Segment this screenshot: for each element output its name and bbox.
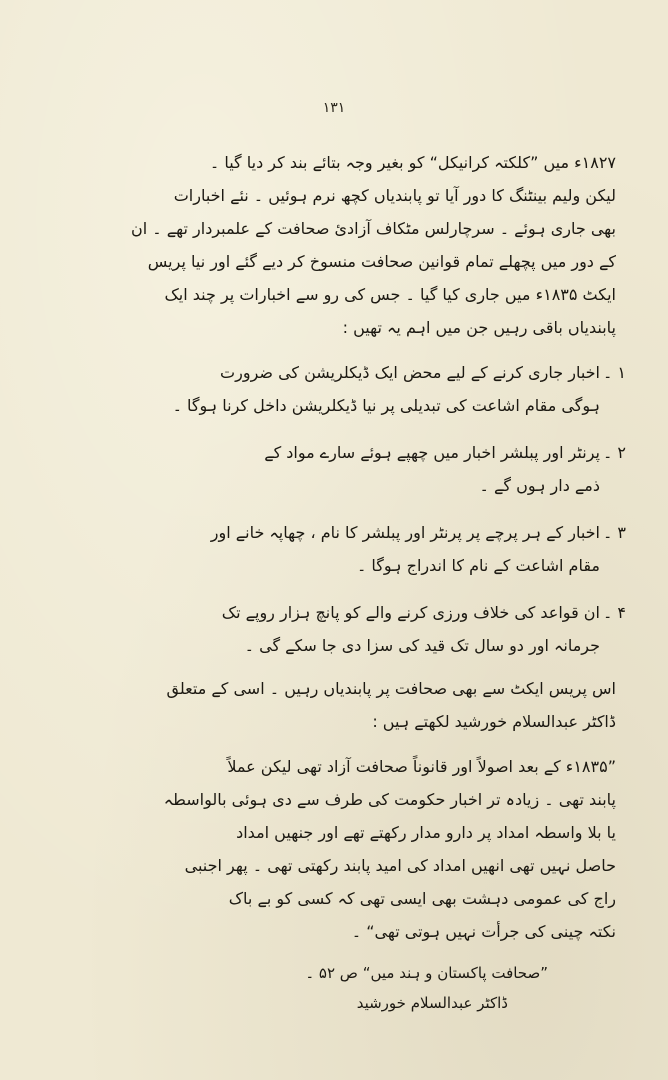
list-item-text: اخبار جاری کرنے کے لیے محض ایک ڈیکلریشن کی ضرورت bbox=[220, 363, 600, 382]
list-item bbox=[51, 596, 626, 662]
citation-source: ”صحافت پاکستان و ہند میں“ ص ۵۲ ۔ bbox=[305, 964, 548, 982]
list-item bbox=[51, 356, 626, 422]
list-item-first-line bbox=[51, 356, 626, 389]
paragraph-press-history bbox=[56, 146, 616, 344]
list-item-number: ۳ ۔ bbox=[602, 523, 626, 542]
list-item-first-line bbox=[51, 436, 626, 469]
list-item-text: ذمے دار ہوں گے ۔ bbox=[479, 476, 600, 495]
citation-author: ڈاکٹر عبدالسلام خورشید bbox=[356, 994, 508, 1012]
list-item-first-line bbox=[51, 516, 626, 549]
list-item bbox=[51, 516, 626, 582]
text-line: ڈاکٹر عبدالسلام خورشید لکھتے ہیں : bbox=[372, 712, 616, 731]
block-quote bbox=[56, 750, 616, 948]
list-item-number: ۲ ۔ bbox=[602, 443, 626, 462]
text-line: ۱۸۲۷ء میں ”کلکتہ کرانیکل“ کو بغیر وجہ بتائے بند کر دیا گیا ۔ bbox=[209, 153, 616, 172]
paragraph-intro-quote bbox=[56, 672, 616, 738]
text-line: لیکن ولیم بینٹنگ کا دور آیا تو پابندیاں کچھ نرم ہوئیں ۔ نئے اخبارات bbox=[173, 186, 616, 205]
text-line: ایکٹ ۱۸۳۵ء میں جاری کیا گیا ۔ جس کی رو سے اخبارات پر چند ایک bbox=[164, 285, 616, 304]
quote-line: ”۱۸۳۵ء کے بعد اصولاً اور قانوناً صحافت آزاد تھی لیکن عملاً bbox=[227, 757, 616, 776]
list-item-number: ۴ ۔ bbox=[602, 603, 626, 622]
list-item-number: ۱ ۔ bbox=[602, 363, 626, 382]
list-item-text: مقام اشاعت کے نام کا اندراج ہوگا ۔ bbox=[356, 556, 600, 575]
list-item bbox=[51, 436, 626, 502]
quote-line: نکتہ چینی کی جرأت نہیں ہوتی تھی“ ۔ bbox=[351, 922, 616, 941]
list-item-text: اخبار کے ہر پرچے پر پرنٹر اور پبلشر کا نام ، چھاپہ خانے اور bbox=[210, 523, 600, 542]
quote-line: راج کی عمومی دہشت بھی ایسی تھی کہ کسی کو بے باک bbox=[228, 889, 616, 908]
list-item-text: جرمانہ اور دو سال تک قید کی سزا دی جا سکے گی ۔ bbox=[244, 636, 600, 655]
citation bbox=[128, 958, 548, 1018]
list-item-text: ہوگی مقام اشاعت کی تبدیلی پر نیا ڈیکلریشن داخل کرنا ہوگا ۔ bbox=[172, 396, 600, 415]
text-line: پابندیاں باقی رہیں جن میں اہم یہ تھیں : bbox=[342, 318, 616, 337]
quote-line: یا بلا واسطہ امداد پر دارو مدار رکھتے تھے اور جنھیں امداد bbox=[236, 823, 616, 842]
list-item-first-line bbox=[51, 596, 626, 629]
text-line: کے دور میں پچھلے تمام قوانین صحافت منسوخ کر دیے گئے اور نیا پریس bbox=[147, 252, 616, 271]
text-line: بھی جاری ہوئے ۔ سرچارلس مٹکاف آزادیٔ صحافت کے علمبردار تھے ۔ ان bbox=[131, 219, 616, 238]
quote-line: پابند تھی ۔ زیادہ تر اخبار حکومت کی طرف سے دی ہوئی بالواسطہ bbox=[163, 790, 616, 809]
text-line: اس پریس ایکٹ سے بھی صحافت پر پابندیاں رہیں ۔ اسی کے متعلق bbox=[166, 679, 616, 698]
list-item-text: ان قواعد کی خلاف ورزی کرنے والے کو پانچ ہزار روپے تک bbox=[221, 603, 600, 622]
page-number: ۱۳۱ bbox=[322, 100, 346, 116]
list-item-text: پرنٹر اور پبلشر اخبار میں چھپے ہوئے سارے مواد کے bbox=[264, 443, 600, 462]
quote-line: حاصل نہیں تھی انھیں امداد کی امید پابند رکھتی تھی ۔ پھر اجنبی bbox=[184, 856, 616, 875]
